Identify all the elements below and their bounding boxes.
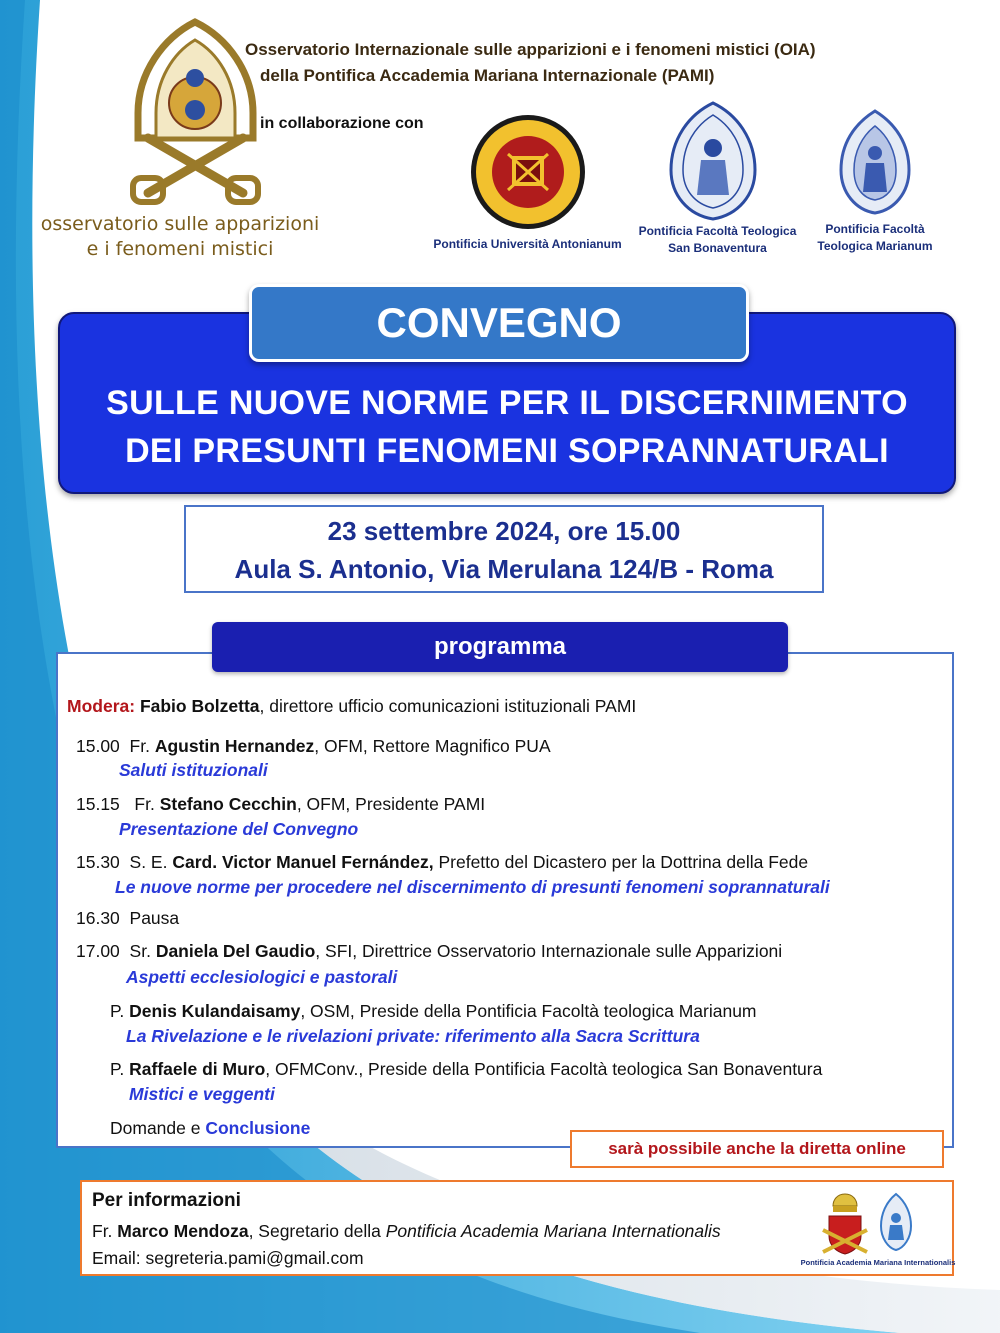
oia-caption-line2: e i fenomeni mistici: [86, 238, 274, 260]
item-prefix: S. E.: [129, 852, 168, 872]
closing-bold: Conclusione: [205, 1118, 311, 1138]
item-speaker: Denis Kulandaisamy: [129, 1001, 301, 1021]
item-speaker: Agustin Hernandez: [154, 736, 315, 756]
header-line1: Osservatorio Internazionale sulle apparizioni e i fenomeni mistici (OIA): [245, 40, 816, 59]
marianum-seal-icon: [836, 108, 914, 216]
item-role: , OFMConv., Preside della Pontificia Facoltà teologica San Bonaventura: [265, 1059, 823, 1079]
pami-seal-icon: [878, 1192, 914, 1252]
item-prefix: P.: [110, 1059, 125, 1079]
item-role: , OSM, Preside della Pontificia Facoltà teologica Marianum: [300, 1001, 757, 1021]
event-box: [184, 505, 824, 593]
item-topic: Mistici e veggenti: [129, 1084, 275, 1104]
closing-row: [110, 1118, 310, 1139]
contact-org: Pontificia Academia Mariana Internationalis: [385, 1221, 721, 1241]
contact-role: , Segretario della: [248, 1221, 386, 1241]
title-line2: DEI PRESUNTI FENOMENI SOPRANNATURALI: [125, 432, 889, 470]
program-item: [76, 852, 808, 873]
item-topic: Saluti istituzionali: [119, 760, 268, 780]
contact-prefix: Fr.: [92, 1221, 118, 1241]
partner-caption-antonianum: Pontificia Università Antonianum: [433, 237, 622, 251]
item-prefix: Sr.: [129, 941, 151, 961]
info-heading: Per informazioni: [92, 1190, 241, 1211]
item-prefix: Fr.: [134, 794, 155, 814]
item-topic: Le nuove norme per procedere nel discernimento di presunti fenomeni soprannaturali: [115, 877, 830, 897]
item-role: , OFM, Presidente PAMI: [296, 794, 486, 814]
program-item: [76, 736, 551, 757]
convegno-tag: CONVEGNO: [249, 284, 749, 362]
item-time: 15.30: [76, 852, 120, 872]
item-topic: Presentazione del Convegno: [119, 819, 359, 839]
program-item: [76, 908, 179, 929]
item-time: 16.30: [76, 908, 120, 928]
partner-caption-marianum-1: Pontificia Facoltà: [825, 222, 925, 236]
item-prefix: Fr.: [129, 736, 150, 756]
program-item: [76, 794, 485, 815]
moderator-name: Fabio Bolzetta: [139, 696, 260, 716]
partner-caption-bonaventura-2: San Bonaventura: [668, 241, 767, 255]
item-label: Pausa: [129, 908, 180, 928]
item-role: , OFM, Rettore Magnifico PUA: [314, 736, 551, 756]
online-note: sarà possibile anche la diretta online: [570, 1130, 944, 1168]
contact-name: Marco Mendoza: [117, 1221, 249, 1241]
oia-caption: [30, 212, 330, 262]
item-speaker: Stefano Cecchin: [159, 794, 297, 814]
item-role: Prefetto del Dicastero per la Dottrina della Fede: [433, 852, 809, 872]
item-time: 17.00: [76, 941, 120, 961]
pami-logo-caption: Pontificia Academia Mariana Internationalis: [800, 1258, 956, 1267]
info-contact: [92, 1221, 721, 1242]
event-place: Aula S. Antonio, Via Merulana 124/B - Roma: [234, 554, 774, 584]
program-item: [110, 1059, 822, 1080]
collab-label: in collaborazione con: [260, 115, 424, 132]
program-item: [110, 1001, 757, 1022]
email-link[interactable]: segreteria.pami@gmail.com: [145, 1248, 364, 1268]
moderator-role: , direttore ufficio comunicazioni istituzionali PAMI: [259, 696, 637, 716]
closing-prefix: Domande e: [110, 1118, 206, 1138]
oia-caption-line1: osservatorio sulle apparizioni: [40, 213, 320, 235]
item-speaker: Daniela Del Gaudio: [155, 941, 316, 961]
header-line2: della Pontifica Accademia Mariana Internazionale (PAMI): [260, 66, 715, 85]
event-date: 23 settembre 2024, ore 15.00: [327, 516, 681, 546]
email-label: Email:: [92, 1248, 146, 1268]
antonianum-seal-icon: [468, 112, 588, 232]
partner-caption-marianum-2: Teologica Marianum: [817, 239, 933, 253]
title-line1: SULLE NUOVE NORME PER IL DISCERNIMENTO: [106, 384, 908, 422]
item-speaker: Card. Victor Manuel Fernández,: [172, 852, 434, 872]
info-email-row: [92, 1248, 364, 1269]
moderator-label: Modera:: [67, 696, 136, 716]
item-prefix: P.: [110, 1001, 125, 1021]
item-role: , SFI, Direttrice Osservatorio Internazionale sulle Apparizioni: [315, 941, 783, 961]
partner-caption-bonaventura-1: Pontificia Facoltà Teologica: [638, 224, 797, 238]
program-heading: programma: [212, 622, 788, 672]
partner-caption-bonaventura: [630, 223, 805, 257]
item-speaker: Raffaele di Muro: [129, 1059, 266, 1079]
item-time: 15.00: [76, 736, 120, 756]
program-item: [76, 941, 782, 962]
program-box: [56, 652, 954, 1148]
moderator-row: [67, 696, 636, 717]
item-topic: La Rivelazione e le rivelazioni private: riferimento alla Sacra Scrittura: [126, 1026, 700, 1046]
item-time: 15.15: [76, 794, 120, 814]
partner-caption-marianum: [805, 221, 945, 255]
san-bonaventura-seal-icon: [663, 100, 763, 222]
item-topic: Aspetti ecclesiologici e pastorali: [126, 967, 398, 987]
papal-coat-of-arms-icon: [815, 1190, 875, 1256]
